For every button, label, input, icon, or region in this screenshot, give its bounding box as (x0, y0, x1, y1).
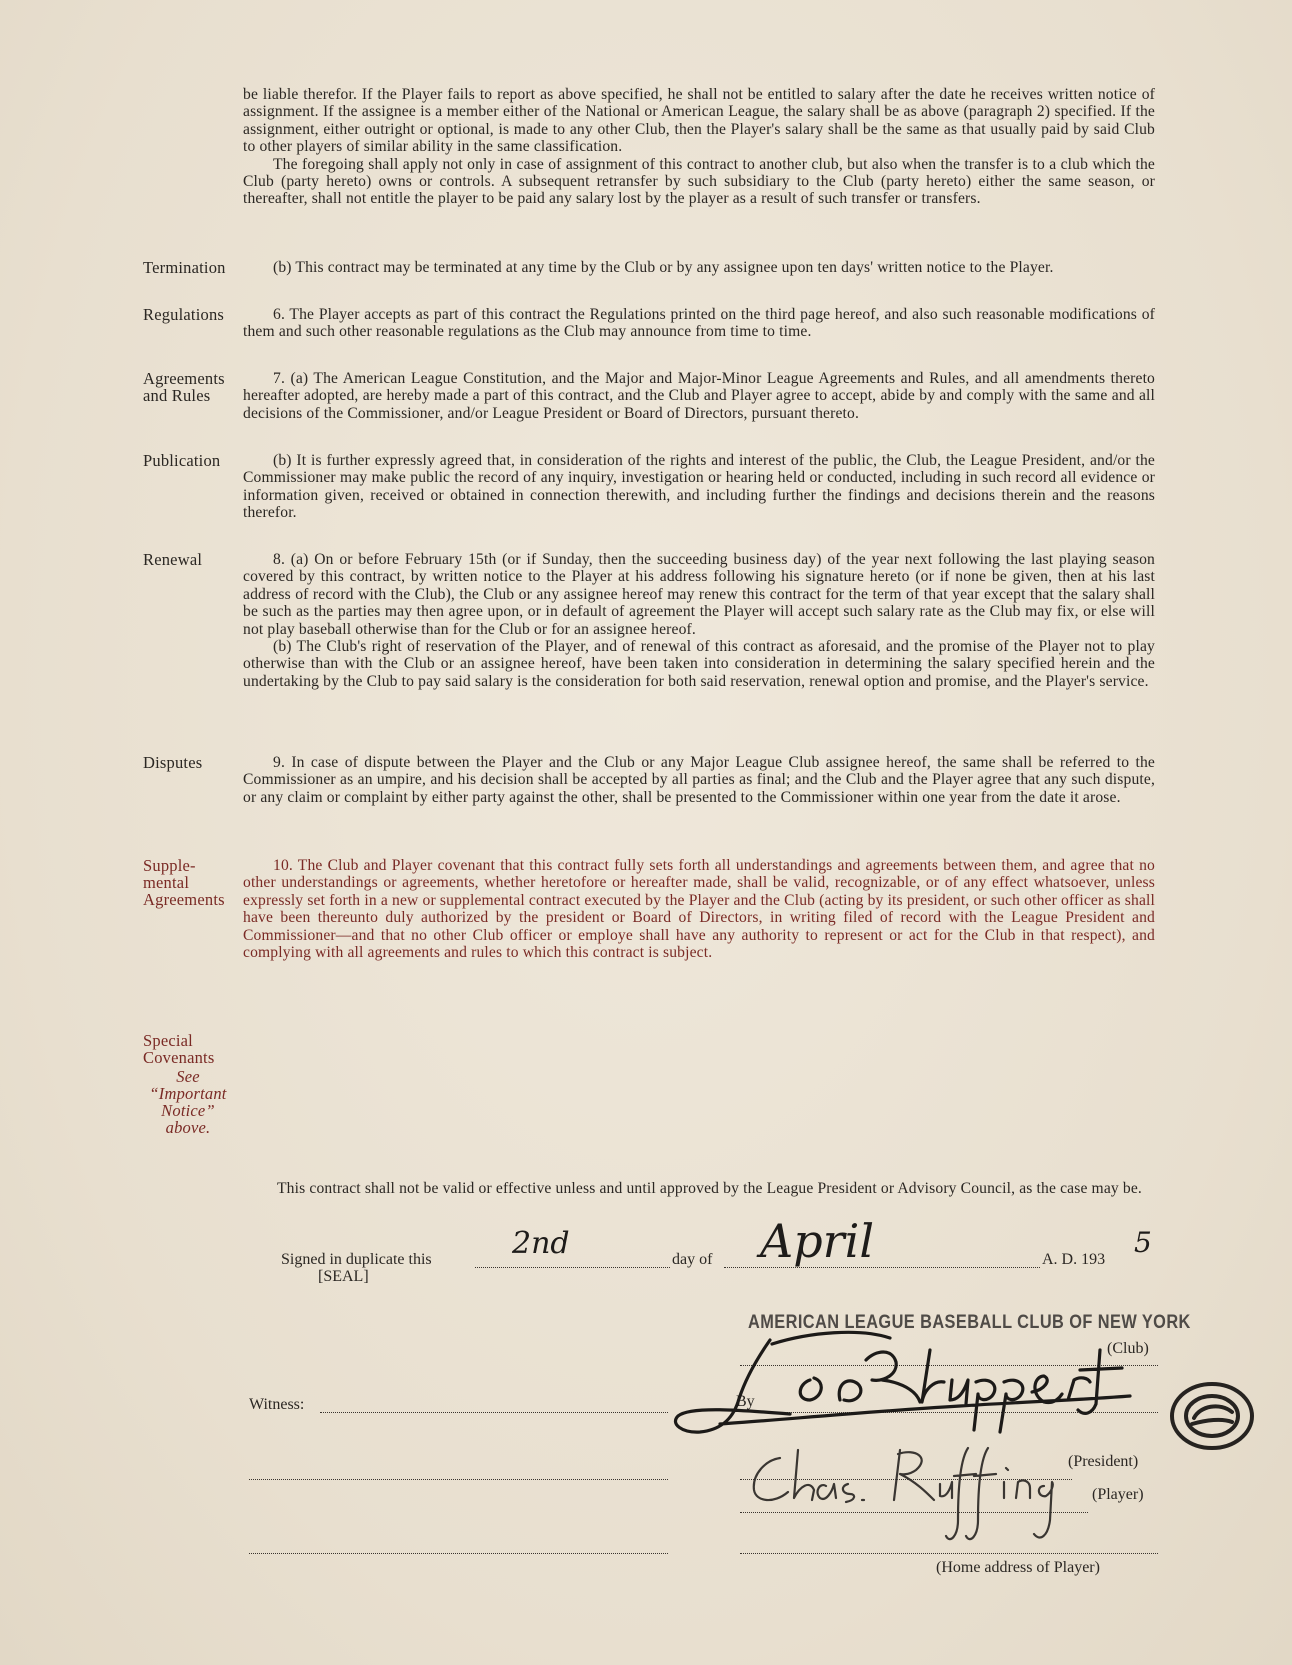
player-line (740, 1512, 1088, 1513)
special-covenants-label (143, 1032, 233, 1136)
seal-label: [SEAL] (318, 1268, 369, 1285)
disputes-paragraph: 9. In case of dispute between the Player and the Club or any Major League Club assignee hereof, the same shall be referred to the Commissioner as an umpire, and his decision shall be accepted by all parties as final; and the Club and the Player agree that any such dispute, or any claim or complaint by either party against the other, shall be presented to the Commissioner within one year from the date it arose. (243, 754, 1155, 806)
club-stamp: AMERICAN LEAGUE BASEBALL CLUB OF NEW YORK (748, 1312, 1191, 1333)
renewal-label: Renewal (143, 550, 203, 569)
disputes-text (243, 754, 1155, 806)
disputes-label: Disputes (143, 753, 203, 772)
player-signature-text: Chas. Ruffing (740, 1546, 747, 1547)
witness-label: Witness: (249, 1396, 305, 1413)
regulations-label: Regulations (143, 305, 225, 324)
publication-paragraph: (b) It is further expressly agreed that, in consideration of the rights and interest of the public, the Club, the League President, and/or the Commissioner may make public the record of any inquiry, investigation or hearing held or conducted, including in such record all evidence or information given, received or obtained in connection therewith, and including further the findings and decisions therein and the reasons therefor. (243, 452, 1155, 522)
home-address-label: (Home address of Player) (936, 1559, 1100, 1576)
signed-prefix: Signed in duplicate this (281, 1251, 432, 1268)
termination-text (243, 259, 1155, 276)
witness-line-2 (249, 1479, 668, 1480)
special-covenants-important: “Important (149, 1084, 227, 1103)
special-covenants-line1: Special (143, 1031, 193, 1050)
supplemental-label-line1: Supple- (143, 856, 196, 875)
by-label: By (736, 1393, 755, 1410)
month-handwritten: April (760, 1214, 875, 1268)
agreements-paragraph: 7. (a) The American League Constitution, and the Major and Major-Minor League Agreements and Rules, and all amendments thereto hereafter adopted, are hereby made a part of this contract, and the Club and Player agree to accept, abide by and comply with the same and all decisions of the Commissioner, and/or League President or Board of Directors, pursuant thereto. (243, 370, 1155, 422)
termination-paragraph: (b) This contract may be terminated at any time by the Club or by any assignee upon ten days' written notice to the Player. (273, 259, 1054, 276)
regulations-text (243, 306, 1155, 341)
continued-paragraph-2: The foregoing shall apply not only in case of assignment of this contract to another club, but also when the transfer is to a club which the Club (party hereto) owns or controls. A subsequent retransfer by such subsidiary to the Club (party hereto) either the same season, or thereafter, shall not entitle the player to be paid any salary lost by the player as a result of such transfer or transfers. (243, 155, 1155, 208)
witness-line-3 (249, 1553, 668, 1554)
termination-label: Termination (143, 258, 226, 277)
publication-label: Publication (143, 451, 221, 470)
special-covenants-line2: Covenants (143, 1048, 215, 1067)
supplemental-label-line2: mental (143, 873, 190, 892)
year-digit-handwritten: 5 (1134, 1226, 1152, 1259)
special-covenants-above: above. (165, 1118, 211, 1137)
club-label: (Club) (1107, 1340, 1149, 1357)
supplemental-paragraph: 10. The Club and Player covenant that this contract fully sets forth all understandings and agreements between them, and agree that no other understandings or agreements, whether heretofore or hereafter made, shall be valid, recognizable, or of any effect whatsoever, unless expressly set forth in a new or supplemental contract executed by the Player and the Club (acting by its president, or such other officer as shall have been thereunto duly authorized by the president or Board of Directors, in writing filed of record with the League President and Commissioner—and that no other Club officer or employe shall have any authority to represent or act for the Club in that respect), and complying with all agreements and rules to which this contract is subject. (243, 857, 1155, 962)
approval-paragraph: This contract shall not be valid or effective unless and until approved by the League President or Advisory Council, as the case may be. (277, 1180, 1142, 1197)
day-of-label: day of (672, 1251, 713, 1268)
regulations-paragraph: 6. The Player accepts as part of this contract the Regulations printed on the third page hereof, and also such reasonable modifications of them and such other reasonable regulations as the Club may announce from time to time. (243, 306, 1155, 341)
club-logo-icon (1166, 1376, 1258, 1456)
player-signature (740, 1420, 1100, 1550)
approval-text (247, 1180, 1159, 1197)
continued-paragraph-1: be liable therefor. If the Player fails to report as above specified, he shall not be entitled to salary after the date he receives written notice of assignment. If the assignee is a member either of the National or American League, the salary shall be as above (paragraph 2) specified. If the assignment, either outright or optional, is made to any other Club, then the Player's salary shall be the same as that usually paid by said Club to other players of similar ability in the same classification. (243, 86, 1155, 156)
renewal-paragraph-1: 8. (a) On or before February 15th (or if Sunday, then the succeeding business day) of the year next following the last playing season covered by this contract, by written notice to the Player at his address following his signature hereto (or if none be given, then at his last address of record with the Club), the Club or any assignee hereof may renew this contract for the term of that year except that the salary shall be such as the parties may then agree upon, or in default of agreement the Player will accept such salary rate as the Club may fix, or else will not play baseball otherwise than for the Club or for an assignee hereof. (243, 551, 1155, 638)
day-line (475, 1267, 670, 1268)
day-handwritten: 2nd (512, 1226, 570, 1261)
supplemental-text (243, 857, 1155, 961)
renewal-text (243, 551, 1155, 690)
ad-text: A. D. 193 (1042, 1251, 1106, 1268)
president-label: (President) (1068, 1453, 1139, 1470)
agreements-text (243, 370, 1155, 422)
agreements-label (143, 370, 243, 404)
player-label: (Player) (1092, 1486, 1144, 1503)
agreements-label-line2: and Rules (143, 386, 211, 405)
president-signature-text: Jacob Ruppert (660, 1446, 668, 1447)
supplemental-label-line3: Agreements (143, 890, 225, 909)
special-covenants-see: See (176, 1067, 200, 1086)
continued-section (243, 86, 1155, 208)
agreements-label-line1: Agreements (143, 369, 225, 388)
witness-line-1 (320, 1412, 668, 1413)
home-address-line (740, 1553, 1158, 1554)
publication-text (243, 452, 1155, 522)
supplemental-label (143, 857, 243, 908)
renewal-paragraph-2: (b) The Club's right of reservation of the Player, and of renewal of this contract as aforesaid, and the promise of the Player not to play otherwise than with the Club or an assignee hereof, have been taken into consideration in determining the salary specified herein and the undertaking by the Club to pay said salary is the consideration for both said reservation, renewal option and promise, and the Player's service. (243, 638, 1155, 690)
special-covenants-notice: Notice” (161, 1101, 215, 1120)
